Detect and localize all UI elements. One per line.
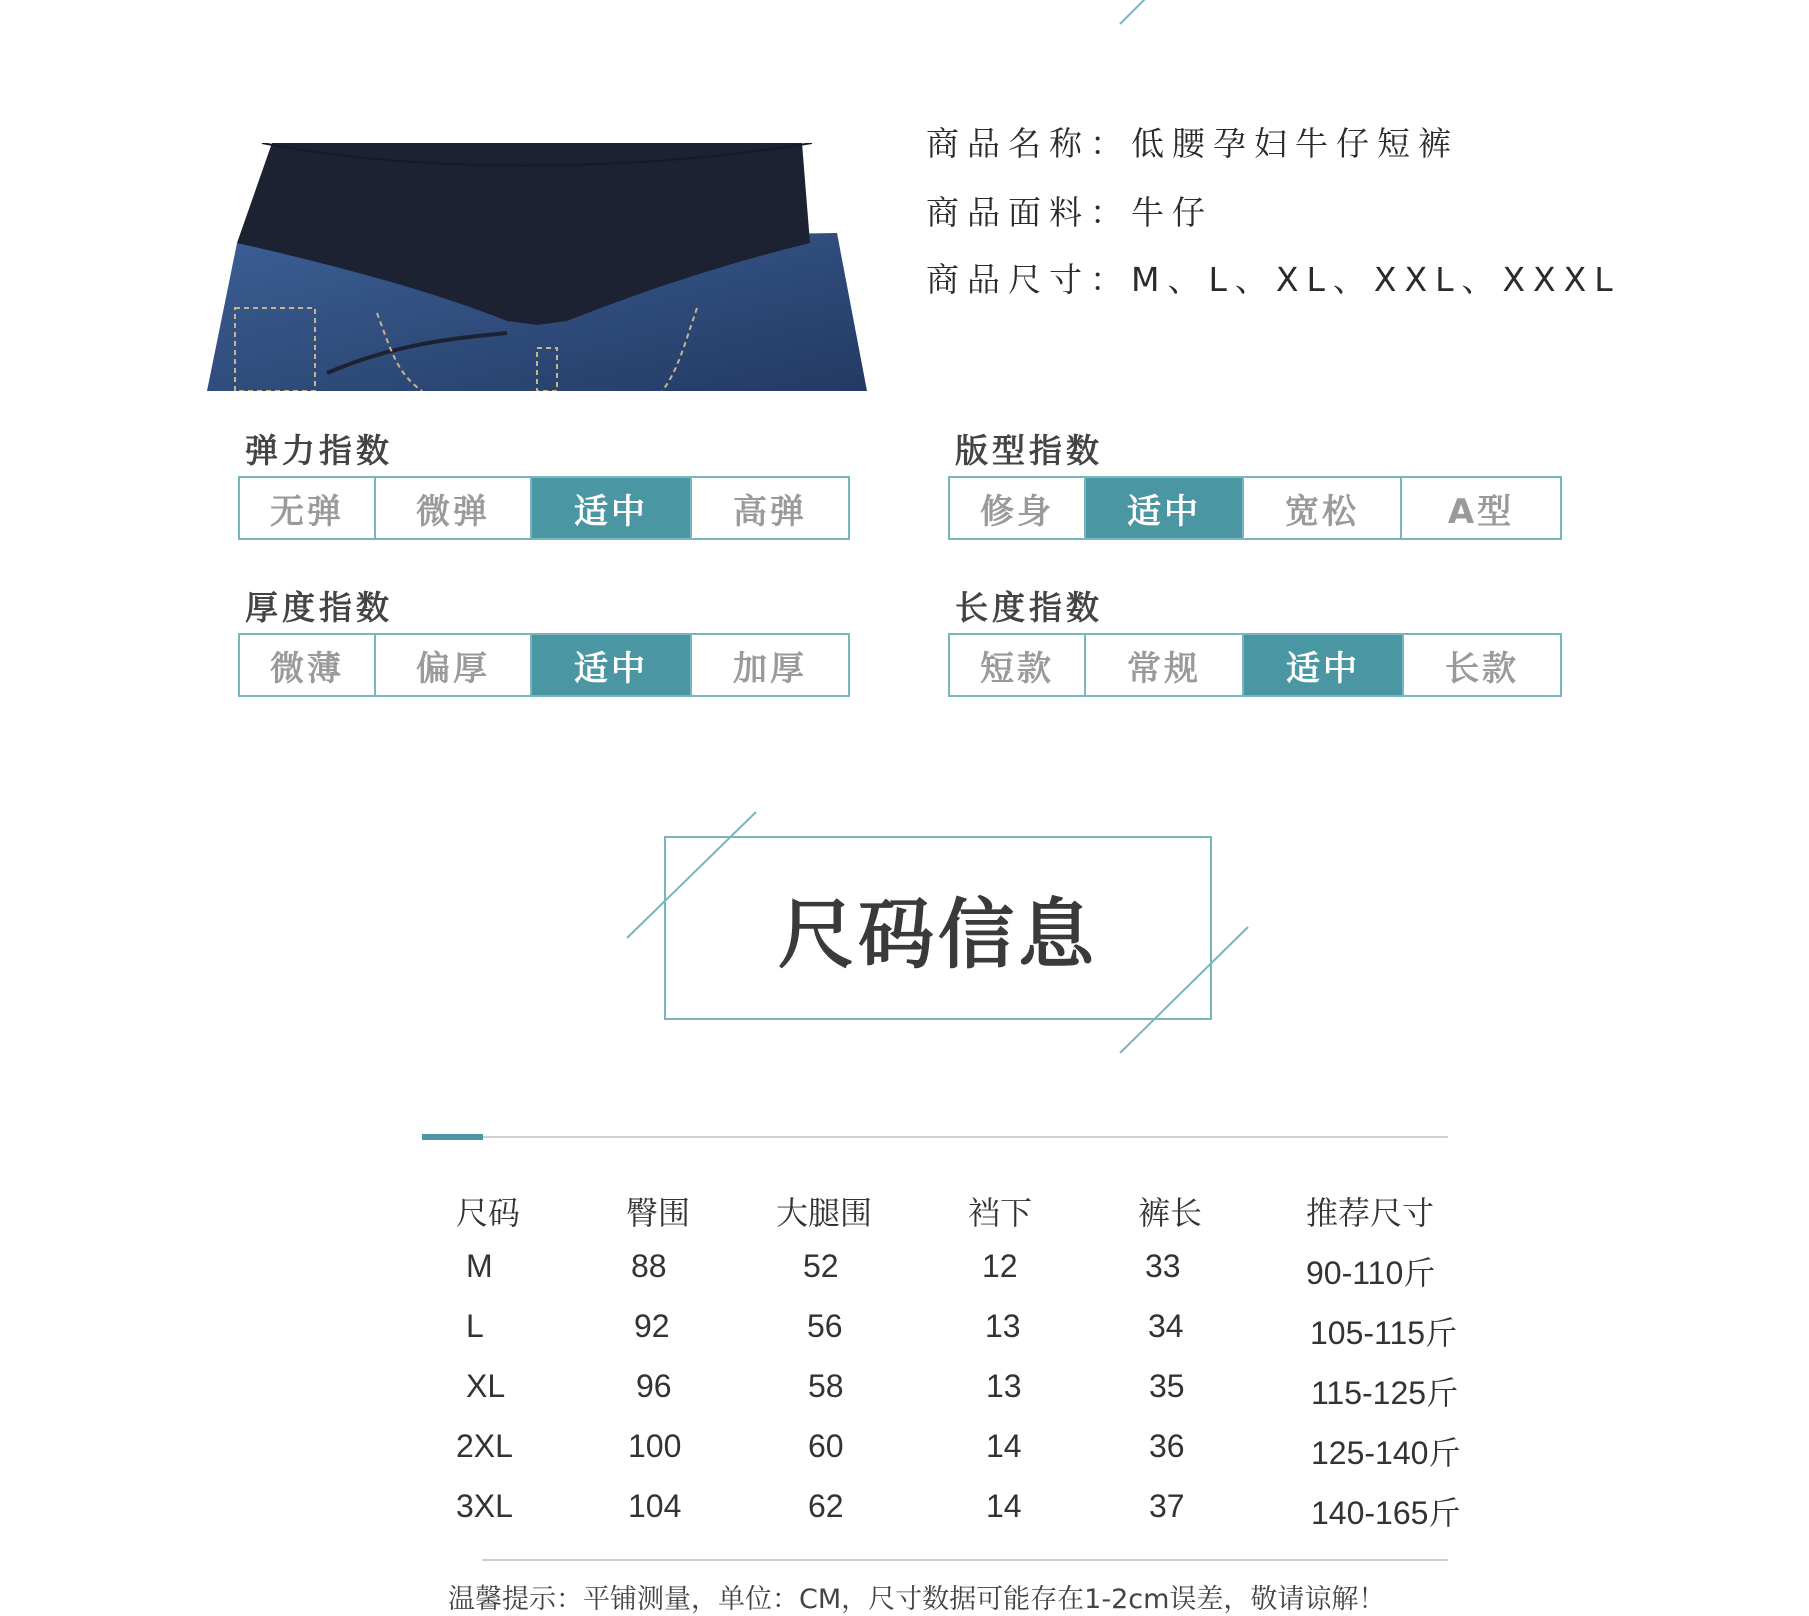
- table-header-size: 尺码: [456, 1195, 521, 1231]
- table-cell: 12: [982, 1248, 1018, 1284]
- length-option: 长款: [1445, 648, 1519, 689]
- table-cell: 104: [628, 1488, 682, 1524]
- table-cell: 13: [985, 1308, 1021, 1344]
- table-cell: M: [466, 1248, 493, 1284]
- table-header-hip: 臀围: [626, 1195, 691, 1231]
- elasticity-option: 高弹: [733, 491, 807, 532]
- product-name: 商品名称：低腰孕妇牛仔短裤: [926, 124, 1459, 163]
- thickness-option: 加厚: [733, 648, 807, 689]
- table-cell: 96: [636, 1368, 672, 1404]
- table-cell: 140-165斤: [1311, 1495, 1461, 1531]
- table-header-inseam: 裆下: [968, 1195, 1033, 1231]
- fit-option-selected: 适中: [1086, 478, 1244, 538]
- fit-index-scale: [948, 476, 1562, 540]
- thickness-index-title: 厚度指数: [245, 588, 393, 627]
- size-info-title: 尺码信息: [778, 889, 1098, 979]
- table-cell: 92: [634, 1308, 670, 1344]
- table-cell: 3XL: [456, 1488, 513, 1524]
- table-cell: 125-140斤: [1311, 1435, 1461, 1471]
- product-fabric: 商品面料：牛仔: [926, 193, 1213, 232]
- thickness-option-selected: 适中: [532, 635, 692, 695]
- table-cell: 33: [1145, 1248, 1181, 1284]
- table-cell: 37: [1149, 1488, 1185, 1524]
- elasticity-option: 微弹: [376, 478, 532, 538]
- thickness-option: 微薄: [240, 635, 376, 695]
- table-cell: 14: [986, 1428, 1022, 1464]
- fit-option: A型: [1447, 491, 1515, 532]
- table-cell: 60: [808, 1428, 844, 1464]
- elasticity-option-selected: 适中: [532, 478, 692, 538]
- table-header-recommended: 推荐尺寸: [1306, 1195, 1435, 1231]
- elasticity-index-title: 弹力指数: [245, 431, 393, 470]
- thickness-index-scale: [238, 633, 850, 697]
- table-cell: 90-110斤: [1306, 1255, 1436, 1291]
- fit-option: 修身: [950, 478, 1086, 538]
- thickness-option: 偏厚: [376, 635, 532, 695]
- table-cell: 100: [628, 1428, 682, 1464]
- table-cell: 13: [986, 1368, 1022, 1404]
- table-cell: 34: [1148, 1308, 1184, 1344]
- table-cell: 2XL: [456, 1428, 513, 1464]
- table-cell: 14: [986, 1488, 1022, 1524]
- table-cell: 35: [1149, 1368, 1185, 1404]
- table-cell: 62: [808, 1488, 844, 1524]
- table-cell: 52: [803, 1248, 839, 1284]
- elasticity-index-scale: [238, 476, 850, 540]
- length-index-title: 长度指数: [955, 588, 1103, 627]
- length-option: 常规: [1086, 635, 1244, 695]
- table-cell: 105-115斤: [1310, 1315, 1458, 1351]
- product-sizes: 商品尺寸：M、L、XL、XXL、XXXL: [926, 260, 1621, 299]
- table-cell: 58: [808, 1368, 844, 1404]
- table-cell: 115-125斤: [1311, 1375, 1459, 1411]
- table-cell: L: [466, 1308, 484, 1344]
- table-cell: 36: [1149, 1428, 1185, 1464]
- fit-index-title: 版型指数: [955, 431, 1103, 470]
- size-info-heading-box: [664, 836, 1212, 1020]
- length-option: 短款: [950, 635, 1086, 695]
- elasticity-option: 无弹: [240, 478, 376, 538]
- table-cell: XL: [466, 1368, 506, 1404]
- table-cell: 56: [807, 1308, 843, 1344]
- fit-option: 宽松: [1244, 478, 1402, 538]
- table-header-thigh: 大腿围: [776, 1195, 873, 1231]
- product-photo: [207, 143, 867, 391]
- measurement-note: 温馨提示：平铺测量，单位：CM，尺寸数据可能存在1-2cm误差，敬请谅解！: [448, 1584, 1386, 1615]
- length-option-selected: 适中: [1244, 635, 1404, 695]
- table-header-length: 裤长: [1138, 1195, 1203, 1231]
- length-index-scale: [948, 633, 1562, 697]
- table-cell: 88: [631, 1248, 667, 1284]
